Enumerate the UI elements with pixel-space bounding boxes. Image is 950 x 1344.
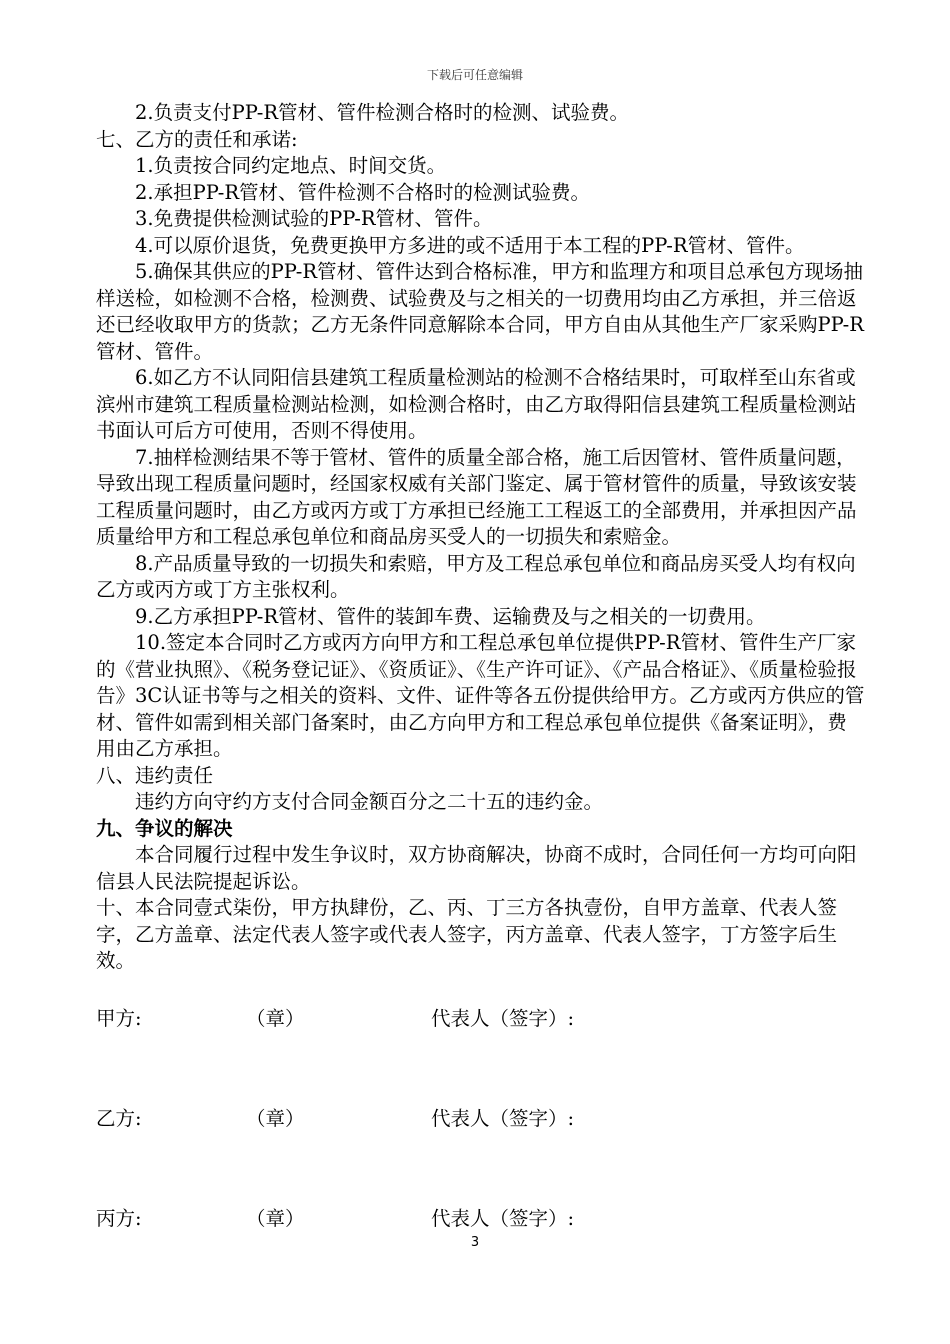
- representative-label: 代表人（签字）:: [431, 1007, 575, 1030]
- seal-label: （章）: [246, 1207, 305, 1230]
- paragraph: 8.产品质量导致的一切损失和索赔，甲方及工程总承包单位和商品房买受人均有权向乙方或丙方或丁方主张权利。: [96, 551, 856, 601]
- paragraph: 9.乙方承担PP-R管材、管件的装卸车费、运输费及与之相关的一切费用。: [135, 604, 766, 628]
- paragraph: 本合同履行过程中发生争议时，双方协商解决，协商不成时，合同任何一方均可向阳信县人民法院提起诉讼。: [96, 843, 857, 893]
- section-heading: 七、乙方的责任和承诺:: [96, 127, 298, 151]
- paragraph: 6.如乙方不认同阳信县建筑工程质量检测站的检测不合格结果时，可取样至山东省或滨州市建筑工程质量检测站检测，如检测合格时，由乙方取得阳信县建筑工程质量检测站书面认可后方可使用，否则不得使用。: [96, 366, 857, 442]
- section-heading: 九、争议的解决: [96, 816, 233, 840]
- page-number: 3: [470, 1235, 480, 1250]
- paragraph: 5.确保其供应的PP-R管材、管件达到合格标准，甲方和监理方和项目总承包方现场抽样送检，如检测不合格，检测费、试验费及与之相关的一切费用均由乙方承担，并三倍返还已经收取甲方的货款；乙方无条件同意解除本合同，甲方自由从其他生产厂家采购PP-R管材、管件。: [96, 260, 864, 363]
- signature-row-party-a: [96, 1003, 866, 1033]
- section-heading: 十、本合同壹式柒份，甲方执肆份，乙、丙、丁三方各执壹份，自甲方盖章、代表人签字，乙方盖章、法定代表人签字或代表人签字，丙方盖章、代表人签字，丁方签字后生效。: [96, 896, 838, 972]
- party-label: 甲方:: [96, 1007, 142, 1030]
- paragraph: 10.签定本合同时乙方或丙方向甲方和工程总承包单位提供PP-R管材、管件生产厂家的《营业执照》、《税务登记证》、《资质证》、《生产许可证》、《产品合格证》、《质量检验报告》3C认证书等与之相关的资料、文件、证件等各五份提供给甲方。乙方或丙方供应的管材、管件如需到相关部门备案时，由乙方向甲方和工程总承包单位提供《备案证明》，费用由乙方承担。: [96, 631, 865, 760]
- party-label: 乙方:: [96, 1107, 142, 1130]
- paragraph: 1.负责按合同约定地点、时间交货。: [135, 154, 447, 177]
- signature-row-party-b: [96, 1103, 866, 1133]
- paragraph: 4.可以原价退货，免费更换甲方多进的或不适用于本工程的PP-R管材、管件。: [135, 233, 805, 257]
- seal-label: （章）: [246, 1107, 305, 1130]
- paragraph: 2.负责支付PP-R管材、管件检测合格时的检测、试验费。: [135, 101, 630, 124]
- paragraph: 违约方向守约方支付合同金额百分之二十五的违约金。: [135, 790, 604, 813]
- party-label: 丙方:: [96, 1207, 142, 1230]
- paragraph: 7.抽样检测结果不等于管材、管件的质量全部合格，施工后因管材、管件质量问题，导致出现工程质量问题时，经国家权威有关部门鉴定、属于管材管件的质量，导致该安装工程质量问题时，由乙方或丙方或丁方承担已经施工工程返工的全部费用，并承担因产品质量给甲方和工程总承包单位和商品房买受人的一切损失和索赔金。: [96, 445, 857, 548]
- contract-body: [96, 100, 866, 975]
- paragraph: 3.免费提供检测试验的PP-R管材、管件。: [135, 207, 493, 230]
- seal-label: （章）: [246, 1007, 305, 1030]
- section-heading: 八、违约责任: [96, 763, 214, 787]
- page-header: 下载后可任意编辑: [426, 68, 523, 82]
- representative-label: 代表人（签字）:: [431, 1107, 575, 1130]
- signature-row-party-c: [96, 1203, 866, 1233]
- paragraph: 2.承担PP-R管材、管件检测不合格时的检测试验费。: [135, 180, 591, 204]
- representative-label: 代表人（签字）:: [431, 1207, 575, 1230]
